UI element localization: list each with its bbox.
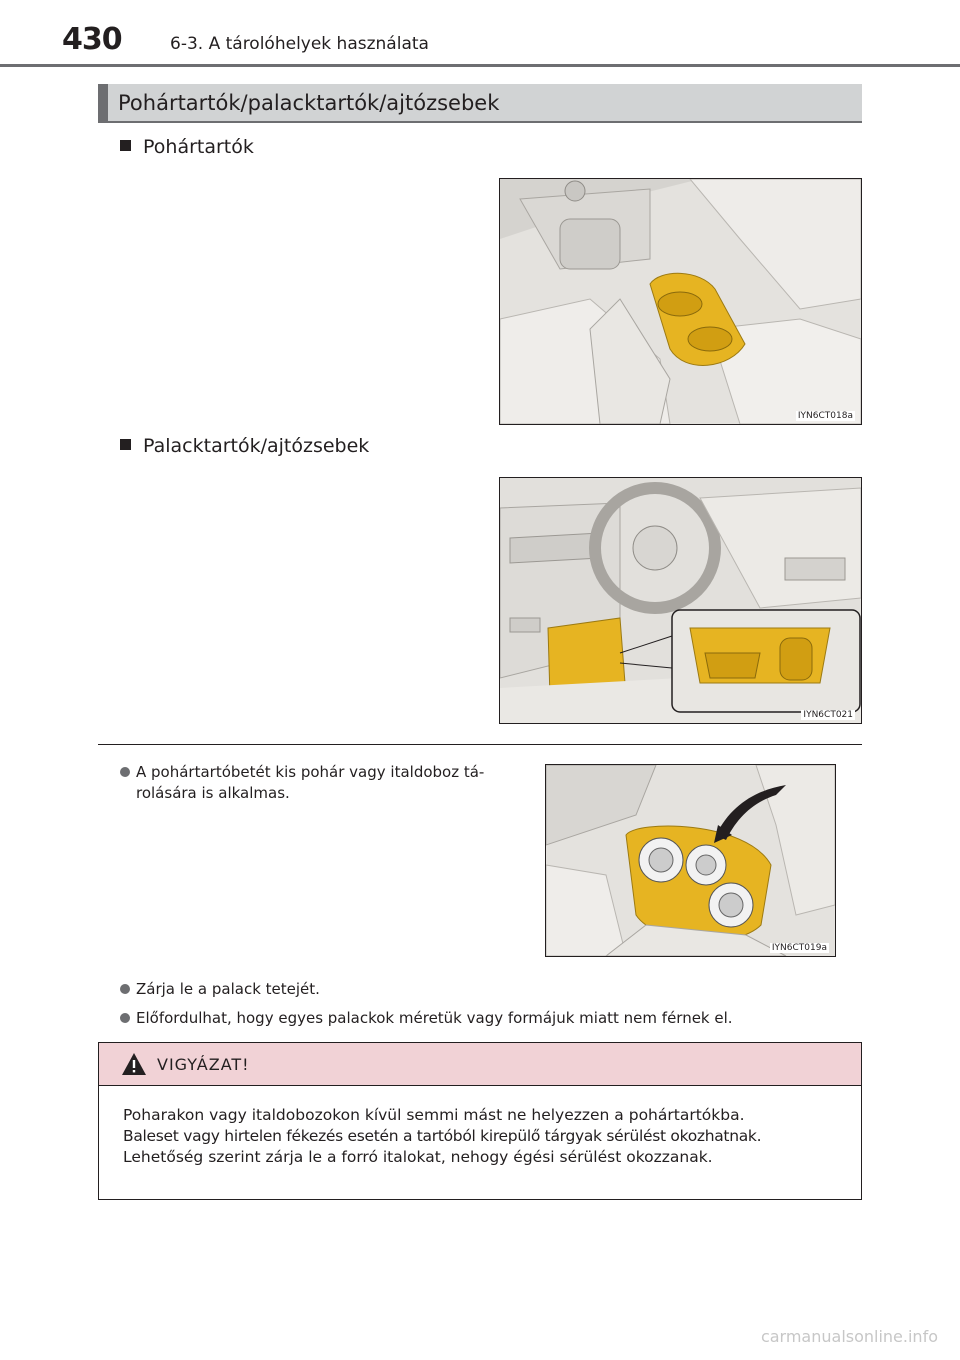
section-title: 6-3. A tárolóhelyek használata	[170, 34, 429, 54]
cup-holders-heading	[120, 136, 254, 158]
bottle-holders-heading	[120, 435, 369, 457]
cup-holder-figure-code: IYN6CT018a	[797, 411, 853, 421]
warning-title: VIGYÁZAT!	[157, 1055, 250, 1074]
warning-triangle-icon	[121, 1052, 147, 1076]
main-heading-text: Pohártartók/palacktartók/ajtózsebek	[118, 91, 500, 115]
bottle-holder-figure	[499, 477, 862, 724]
warning-line-3: Lehetőség szerint zárja le a forró italokat, nehogy égési sérülést okozzanak.	[123, 1148, 713, 1166]
warning-box	[98, 1042, 862, 1200]
insert-figure	[545, 764, 836, 957]
cup-insert-cans-illustration	[546, 765, 835, 956]
close-cap-note	[120, 979, 320, 1000]
bullet-dot-icon	[120, 767, 130, 777]
close-cap-text: Zárja le a palack tetejét.	[136, 980, 320, 998]
bullet-dot-icon	[120, 1013, 130, 1023]
insert-note-line2: rolására is alkalmas.	[136, 784, 290, 802]
page-number: 430	[62, 22, 122, 57]
insert-note-line1: A pohártartóbetét kis pohár vagy italdoboz tá-	[136, 763, 485, 781]
main-heading	[98, 84, 862, 122]
header-rule	[0, 64, 960, 67]
cup-holders-title: Pohártartók	[143, 136, 254, 158]
size-note-text: Előfordulhat, hogy egyes palackok méretük vagy formájuk miatt nem férnek el.	[136, 1009, 733, 1027]
insert-note	[120, 762, 484, 804]
size-note	[120, 1008, 733, 1029]
square-bullet-icon	[120, 439, 131, 450]
warning-body	[123, 1105, 839, 1168]
warning-line-1: Poharakon vagy italdobozokon kívül semmi mást ne helyezzen a pohártartókba.	[123, 1106, 745, 1124]
square-bullet-icon	[120, 140, 131, 151]
warning-header	[99, 1043, 861, 1086]
door-pocket-illustration	[500, 478, 861, 723]
cup-holder-figure	[499, 178, 862, 425]
warning-line-2: Baleset vagy hirtelen fékezés esetén a tartóból kirepülő tárgyak sérülést okozhatnak.	[123, 1127, 762, 1145]
main-heading-underline	[98, 121, 862, 123]
bottle-holder-figure-code: IYN6CT021	[803, 710, 853, 720]
cup-holder-illustration	[500, 179, 861, 424]
watermark: carmanualsonline.info	[760, 1327, 938, 1346]
divider-rule	[98, 744, 862, 745]
bottle-holders-title: Palacktartók/ajtózsebek	[143, 435, 370, 457]
insert-figure-code: IYN6CT019a	[771, 943, 827, 953]
bullet-dot-icon	[120, 984, 130, 994]
